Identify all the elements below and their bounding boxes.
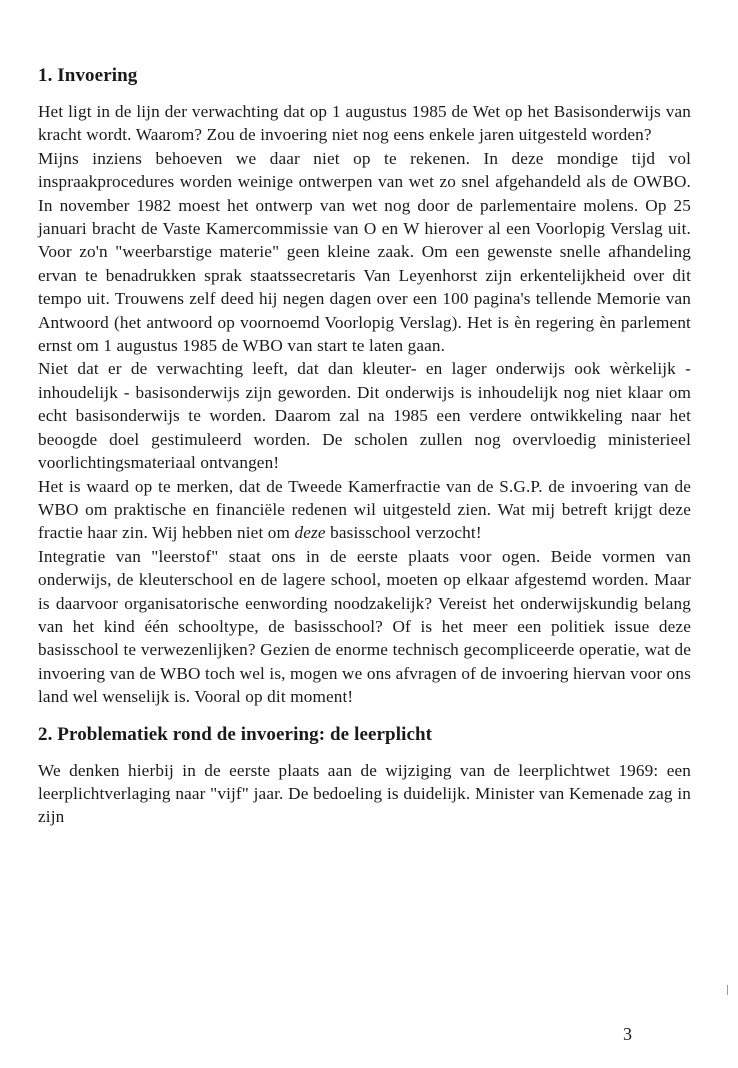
page-number: 3 (623, 1024, 632, 1044)
margin-mark (727, 985, 728, 995)
document-page (38, 64, 691, 829)
section-1-paragraph-2: Mijns inziens behoeven we daar niet op te rekenen. In deze mondige tijd vol inspraakprocedures worden weinige ontwerpen van wet zo snel afgehandeld als de OWBO. In november 1982 moest het ontwerp van wet nog door de parlementaire molens. Op 25 januari bracht de Vaste Kamercommissie van O en W hierover al een Voorlopig Verslag uit. Voor zo'n "weerbarstige materie" geen kleine zaak. Om een gewenste snelle afhandeling ervan te benadrukken sprak staatssecretaris Van Leyenhorst zijn erkentelijkheid over dit tempo uit. Trouwens zelf deed hij negen dagen over een 100 pagina's tellende Memorie van Antwoord (het antwoord op voornoemd Voorlopig Verslag). Het is èn regering èn parlement ernst om 1 augustus 1985 de WBO van start te laten gaan. (38, 148, 691, 356)
section-1-paragraph-4 (38, 475, 691, 545)
section-1-paragraph-1: Het ligt in de lijn der verwachting dat op 1 augustus 1985 de Wet op het Basisonderwijs van kracht wordt. Waarom? Zou de invoering niet nog eens enkele jaren uitgesteld worden? (38, 102, 691, 145)
section-1-heading: 1. Invoering (38, 65, 138, 86)
section-1-paragraph-3: Niet dat er de verwachting leeft, dat dan kleuter- en lager onderwijs ook wèrkelijk - inhoudelijk - basisonderwijs zijn geworden. Dit onderwijs is inhoudelijk nog niet klaar om echt basisonderwijs te worden. Daarom zal na 1985 een verdere ontwikkeling naar het beoogde doel gestimuleerd worden. De scholen zullen nog overvloedig ministerieel voorlichtingsmateriaal ontvangen! (38, 359, 691, 473)
paragraph-4-text-start: Het is waard op te merken, dat de Tweede Kamerfractie van de S.G.P. de invoering van de WBO om praktische en financiële redenen wil uitgesteld zien. Wat mij betreft krijgt deze fractie haar zin. Wij hebben niet om (38, 476, 691, 543)
section-1-paragraph-5: Integratie van "leerstof" staat ons in de eerste plaats voor ogen. Beide vormen van onderwijs, de kleuterschool en de lagere school, moeten op elkaar afgestemd worden. Maar is daarvoor organisatorische eenwording noodzakelijk? Vereist het onderwijskundig belang van het kind één schooltype, de basisschool? Of is het meer een politiek issue deze basisschool te verwezenlijken? Gezien de enorme technisch gecompliceerde operatie, wat de invoering van de WBO toch wel is, mogen we ons afvragen of de invoering hiervan voor ons land wel wenselijk is. Vooral op dit moment! (38, 546, 691, 707)
section-2-heading: 2. Problematiek rond de invoering: de leerplicht (38, 723, 433, 745)
paragraph-4-text-end: basisschool verzocht! (325, 523, 482, 543)
paragraph-4-emphasis: deze (294, 523, 326, 543)
section-2-paragraph-1: We denken hierbij in de eerste plaats aan de wijziging van de leerplichtwet 1969: een leerplichtverlaging naar "vijf" jaar. De bedoeling is duidelijk. Minister van Kemenade zag in zijn (38, 760, 691, 827)
